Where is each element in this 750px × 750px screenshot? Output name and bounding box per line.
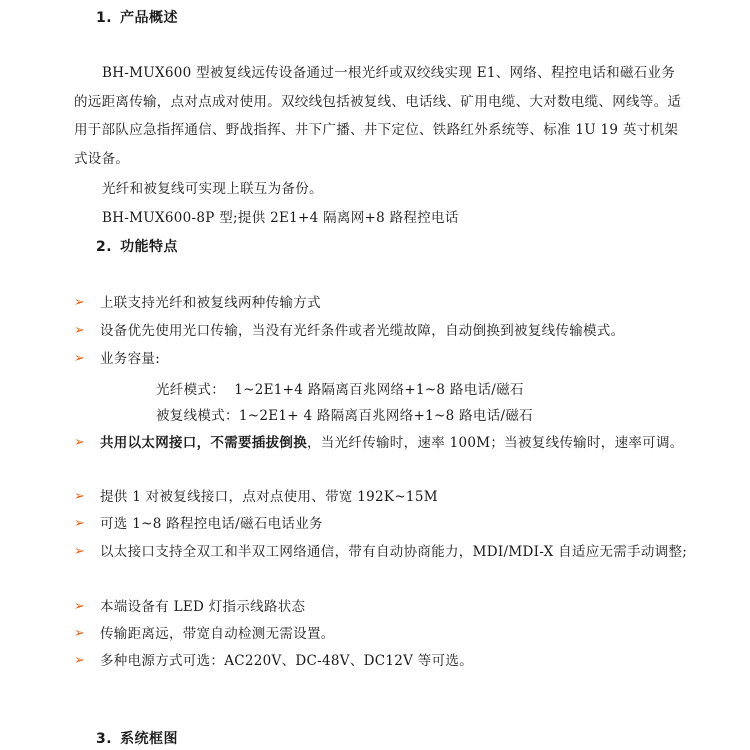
- arrow-bullet-icon: ➢: [74, 544, 86, 559]
- arrow-bullet-icon: ➢: [74, 599, 86, 614]
- section-heading-features: [96, 236, 178, 256]
- backup-line: 光纤和被复线可实现上联互为备份。: [102, 181, 323, 197]
- feature-item: ➢ 本端设备有 LED 灯指示线路状态: [74, 594, 690, 620]
- arrow-bullet-icon: ➢: [74, 626, 86, 641]
- capacity-value: 1~2E1+4 路隔离百兆网络+1~8 路电话/磁石: [234, 382, 524, 398]
- section-title: 系统框图: [120, 731, 179, 747]
- feature-item: ➢ 业务容量:: [74, 346, 690, 372]
- capacity-fiber: [156, 378, 524, 398]
- section-number: 2.: [96, 239, 113, 255]
- overview-text: BH-MUX600 型被复线远传设备通过一根光纤或双绞线实现 E1、网络、程控电话和磁石业务的远距离传输，点对点成对使用。双绞线包括被复线、电话线、矿用电缆、大对数电缆、网线等。适用于部队应急指挥通信、野战指挥、井下广播、井下定位、铁路红外系统等、标准 1U 19 英寸机架式设备。: [74, 65, 682, 167]
- overview-paragraph: [74, 59, 686, 173]
- section-number: 3.: [96, 731, 113, 747]
- feature-item: ➢ 以太接口支持全双工和半双工网络通信，带有自动协商能力，MDI/MDI-X 自适应无需手动调整;: [74, 539, 690, 565]
- section-heading-overview: [96, 7, 178, 27]
- section-heading-diagram: [96, 728, 178, 748]
- arrow-bullet-icon: ➢: [74, 516, 86, 531]
- capacity-label: 被复线模式：: [156, 408, 239, 424]
- capacity-value: 1~2E1+ 4 路隔离百兆网络+1~8 路电话/磁石: [238, 408, 533, 424]
- arrow-bullet-icon: ➢: [74, 323, 86, 338]
- arrow-bullet-icon: ➢: [74, 489, 86, 504]
- section-title: 产品概述: [120, 10, 179, 26]
- feature-item: ➢ 设备优先使用光口传输，当没有光纤条件或者光缆故障，自动倒换到被复线传输模式。: [74, 318, 690, 344]
- arrow-bullet-icon: ➢: [74, 653, 86, 668]
- section-number: 1.: [96, 10, 113, 26]
- feature-item: ➢ 上联支持光纤和被复线两种传输方式: [74, 290, 690, 316]
- arrow-bullet-icon: ➢: [74, 435, 86, 450]
- feature-item: ➢ 多种电源方式可选：AC220V、DC-48V、DC12V 等可选。: [74, 648, 690, 674]
- capacity-label: 光纤模式：: [156, 382, 225, 398]
- capacity-cable: [156, 404, 533, 424]
- feature-item: ➢ 共用以太网接口，不需要插拔倒换，当光纤传输时，速率 100M；当被复线传输时，速率可调。: [74, 430, 690, 456]
- arrow-bullet-icon: ➢: [74, 351, 86, 366]
- feature-item: ➢ 传输距离远，带宽自动检测无需设置。: [74, 621, 690, 647]
- feature-item: ➢ 提供 1 对被复线接口，点对点使用、带宽 192K~15M: [74, 484, 690, 510]
- arrow-bullet-icon: ➢: [74, 295, 86, 310]
- model-line: BH-MUX600-8P 型;提供 2E1+4 隔离网+8 路程控电话: [102, 210, 459, 226]
- feature-item: ➢ 可选 1~8 路程控电话/磁石电话业务: [74, 511, 690, 537]
- section-title: 功能特点: [120, 239, 179, 255]
